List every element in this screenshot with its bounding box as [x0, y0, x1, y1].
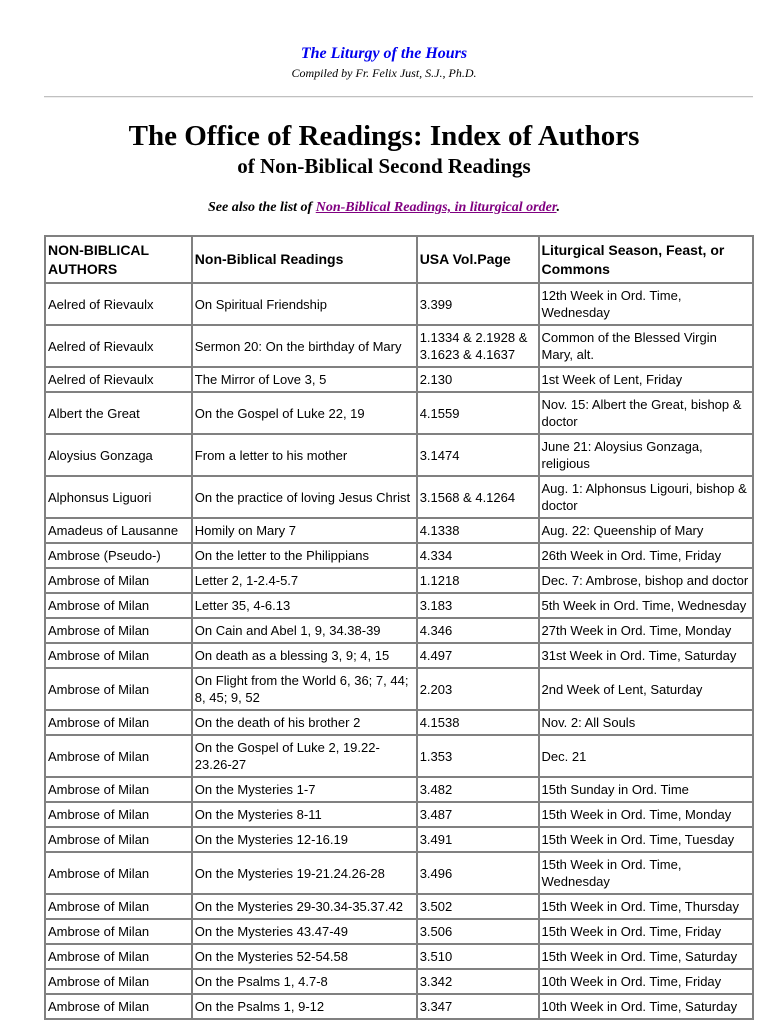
author-cell: Ambrose of Milan	[45, 802, 192, 827]
season-cell: 31st Week in Ord. Time, Saturday	[539, 643, 754, 668]
see-also-note	[0, 200, 768, 216]
author-cell: Ambrose of Milan	[45, 827, 192, 852]
season-cell: Nov. 2: All Souls	[539, 710, 754, 735]
author-cell: Aelred of Rievaulx	[45, 325, 192, 367]
reading-cell: On Cain and Abel 1, 9, 34.38-39	[192, 618, 417, 643]
column-header-vol-page: USA Vol.Page	[417, 236, 539, 283]
table-row	[45, 643, 753, 668]
vol-page-cell: 3.487	[417, 802, 539, 827]
liturgical-order-link[interactable]: Non-Biblical Readings, in liturgical order	[315, 200, 557, 215]
table-row	[45, 894, 753, 919]
season-cell: 15th Week in Ord. Time, Monday	[539, 802, 754, 827]
season-cell: 15th Week in Ord. Time, Tuesday	[539, 827, 754, 852]
reading-cell: Sermon 20: On the birthday of Mary	[192, 325, 417, 367]
author-cell: Ambrose of Milan	[45, 919, 192, 944]
table-row	[45, 392, 753, 434]
reading-cell: On the Mysteries 8-11	[192, 802, 417, 827]
reading-cell: On the Gospel of Luke 22, 19	[192, 392, 417, 434]
vol-page-cell: 3.491	[417, 827, 539, 852]
reading-cell: On the Mysteries 19-21.24.26-28	[192, 852, 417, 894]
season-cell: 15th Week in Ord. Time, Saturday	[539, 944, 754, 969]
season-cell: Common of the Blessed Virgin Mary, alt.	[539, 325, 754, 367]
vol-page-cell: 3.347	[417, 994, 539, 1019]
table-header-row	[45, 236, 753, 283]
author-cell: Albert the Great	[45, 392, 192, 434]
table-row	[45, 367, 753, 392]
reading-cell: On death as a blessing 3, 9; 4, 15	[192, 643, 417, 668]
column-header-authors: NON-BIBLICAL AUTHORS	[45, 236, 192, 283]
season-cell: 15th Sunday in Ord. Time	[539, 777, 754, 802]
reading-cell: On the Psalms 1, 9-12	[192, 994, 417, 1019]
vol-page-cell: 4.346	[417, 618, 539, 643]
reading-cell: On the Mysteries 52-54.58	[192, 944, 417, 969]
reading-cell: On the death of his brother 2	[192, 710, 417, 735]
reading-cell: On Spiritual Friendship	[192, 283, 417, 325]
vol-page-cell: 3.482	[417, 777, 539, 802]
reading-cell: On the Mysteries 43.47-49	[192, 919, 417, 944]
table-row	[45, 852, 753, 894]
compiled-by: Compiled by Fr. Felix Just, S.J., Ph.D.	[291, 66, 477, 80]
table-row	[45, 618, 753, 643]
table-row	[45, 543, 753, 568]
reading-cell: Homily on Mary 7	[192, 518, 417, 543]
season-cell: Aug. 22: Queenship of Mary	[539, 518, 754, 543]
table-row	[45, 568, 753, 593]
table-row	[45, 325, 753, 367]
reading-cell: Letter 2, 1-2.4-5.7	[192, 568, 417, 593]
table-row	[45, 969, 753, 994]
author-cell: Aloysius Gonzaga	[45, 434, 192, 476]
vol-page-cell: 3.506	[417, 919, 539, 944]
column-header-season: Liturgical Season, Feast, or Commons	[539, 236, 754, 283]
vol-page-cell: 4.1338	[417, 518, 539, 543]
vol-page-cell: 4.1538	[417, 710, 539, 735]
vol-page-cell: 1.353	[417, 735, 539, 777]
table-row	[45, 593, 753, 618]
author-cell: Ambrose of Milan	[45, 852, 192, 894]
season-cell: Nov. 15: Albert the Great, bishop & doctor	[539, 392, 754, 434]
vol-page-cell: 1.1334 & 2.1928 & 3.1623 & 4.1637	[417, 325, 539, 367]
table-row	[45, 802, 753, 827]
season-cell: 15th Week in Ord. Time, Wednesday	[539, 852, 754, 894]
vol-page-cell: 3.399	[417, 283, 539, 325]
season-cell: 1st Week of Lent, Friday	[539, 367, 754, 392]
vol-page-cell: 4.334	[417, 543, 539, 568]
author-cell: Ambrose of Milan	[45, 568, 192, 593]
reading-cell: On the practice of loving Jesus Christ	[192, 476, 417, 518]
table-row	[45, 518, 753, 543]
vol-page-cell: 2.130	[417, 367, 539, 392]
table-row	[45, 919, 753, 944]
table-row	[45, 476, 753, 518]
author-cell: Ambrose (Pseudo-)	[45, 543, 192, 568]
author-cell: Alphonsus Liguori	[45, 476, 192, 518]
reading-cell: Letter 35, 4-6.13	[192, 593, 417, 618]
vol-page-cell: 3.1474	[417, 434, 539, 476]
author-cell: Ambrose of Milan	[45, 777, 192, 802]
table-row	[45, 434, 753, 476]
author-cell: Ambrose of Milan	[45, 618, 192, 643]
column-header-readings: Non-Biblical Readings	[192, 236, 417, 283]
season-cell: Aug. 1: Alphonsus Ligouri, bishop & doctor	[539, 476, 754, 518]
season-cell: 15th Week in Ord. Time, Thursday	[539, 894, 754, 919]
table-row	[45, 735, 753, 777]
reading-cell: On the Gospel of Luke 2, 19.22-23.26-27	[192, 735, 417, 777]
table-row	[45, 827, 753, 852]
site-title-link[interactable]: The Liturgy of the Hours	[300, 45, 468, 62]
season-cell: 10th Week in Ord. Time, Saturday	[539, 994, 754, 1019]
table-row	[45, 710, 753, 735]
season-cell: Dec. 21	[539, 735, 754, 777]
table-row	[45, 283, 753, 325]
season-cell: 15th Week in Ord. Time, Friday	[539, 919, 754, 944]
author-cell: Ambrose of Milan	[45, 593, 192, 618]
reading-cell: On the Psalms 1, 4.7-8	[192, 969, 417, 994]
author-cell: Ambrose of Milan	[45, 994, 192, 1019]
author-cell: Ambrose of Milan	[45, 710, 192, 735]
see-also-prefix: See also the list of	[208, 200, 316, 215]
authors-table-container	[44, 235, 754, 1024]
reading-cell: On the letter to the Philippians	[192, 543, 417, 568]
authors-table	[44, 235, 754, 1020]
author-cell: Aelred of Rievaulx	[45, 283, 192, 325]
season-cell: 2nd Week of Lent, Saturday	[539, 668, 754, 710]
season-cell: 12th Week in Ord. Time, Wednesday	[539, 283, 754, 325]
table-row	[45, 668, 753, 710]
vol-page-cell: 3.1568 & 4.1264	[417, 476, 539, 518]
reading-cell: The Mirror of Love 3, 5	[192, 367, 417, 392]
reading-cell: From a letter to his mother	[192, 434, 417, 476]
page-subtitle: of Non-Biblical Second Readings	[237, 154, 531, 178]
vol-page-cell: 4.1559	[417, 392, 539, 434]
author-cell: Ambrose of Milan	[45, 668, 192, 710]
reading-cell: On the Mysteries 29-30.34-35.37.42	[192, 894, 417, 919]
season-cell: 26th Week in Ord. Time, Friday	[539, 543, 754, 568]
author-cell: Ambrose of Milan	[45, 643, 192, 668]
table-row	[45, 777, 753, 802]
vol-page-cell: 3.183	[417, 593, 539, 618]
page-title: The Office of Readings: Index of Authors	[128, 120, 640, 152]
author-cell: Ambrose of Milan	[45, 894, 192, 919]
vol-page-cell: 4.497	[417, 643, 539, 668]
season-cell: 27th Week in Ord. Time, Monday	[539, 618, 754, 643]
author-cell: Ambrose of Milan	[45, 944, 192, 969]
see-also-suffix: .	[556, 200, 560, 215]
table-row	[45, 944, 753, 969]
author-cell: Aelred of Rievaulx	[45, 367, 192, 392]
vol-page-cell: 3.510	[417, 944, 539, 969]
season-cell: Dec. 7: Ambrose, bishop and doctor	[539, 568, 754, 593]
table-body	[45, 283, 753, 1019]
author-cell: Ambrose of Milan	[45, 969, 192, 994]
table-row	[45, 994, 753, 1019]
season-cell: 5th Week in Ord. Time, Wednesday	[539, 593, 754, 618]
reading-cell: On the Mysteries 12-16.19	[192, 827, 417, 852]
vol-page-cell: 3.502	[417, 894, 539, 919]
reading-cell: On Flight from the World 6, 36; 7, 44; 8, 45; 9, 52	[192, 668, 417, 710]
season-cell: June 21: Aloysius Gonzaga, religious	[539, 434, 754, 476]
author-cell: Amadeus of Lausanne	[45, 518, 192, 543]
vol-page-cell: 3.496	[417, 852, 539, 894]
season-cell: 10th Week in Ord. Time, Friday	[539, 969, 754, 994]
vol-page-cell: 3.342	[417, 969, 539, 994]
vol-page-cell: 1.1218	[417, 568, 539, 593]
vol-page-cell: 2.203	[417, 668, 539, 710]
reading-cell: On the Mysteries 1-7	[192, 777, 417, 802]
horizontal-rule	[44, 96, 753, 98]
author-cell: Ambrose of Milan	[45, 735, 192, 777]
